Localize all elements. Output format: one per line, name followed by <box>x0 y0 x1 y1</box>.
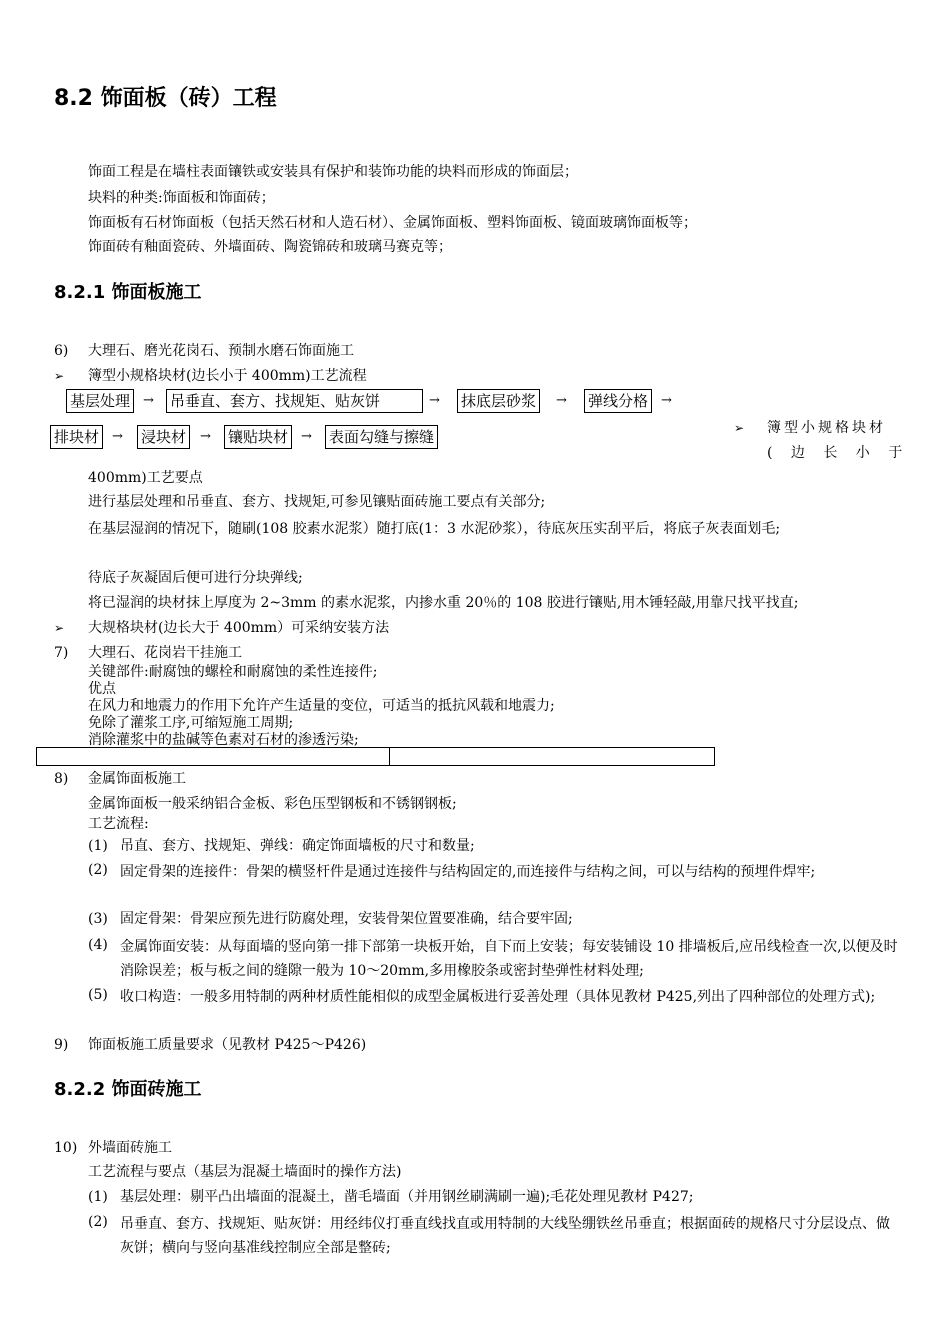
step-number: (1) <box>88 838 108 854</box>
paragraph: 待底子灰凝固后便可进行分块弹线; <box>88 570 303 586</box>
step-number: (2) <box>88 1214 108 1230</box>
step-number: (2) <box>88 862 108 878</box>
flow-box: 吊垂直、套方、找规矩、贴灰饼 <box>166 389 423 413</box>
flow-box: 抹底层砂浆 <box>457 389 540 413</box>
step-number: (1) <box>88 1189 108 1205</box>
item-text: 金属饰面板施工 <box>88 771 186 787</box>
process-heading: 工艺流程与要点（基层为混凝土墙面时的操作方法) <box>88 1164 402 1180</box>
side-note: ( 边 长 小 于 <box>767 445 903 461</box>
bullet-text: 大规格块材(边长大于 400mm）可采纳安装方法 <box>88 620 390 636</box>
arrow-right-icon: → <box>661 393 672 408</box>
intro-line: 饰面砖有釉面瓷砖、外墙面砖、陶瓷锦砖和玻璃马赛克等； <box>88 239 452 255</box>
empty-table <box>36 747 715 766</box>
arrow-right-icon: → <box>301 429 312 444</box>
step-number: (5) <box>88 987 108 1003</box>
item-number: 6) <box>54 343 69 359</box>
intro-line: 块料的种类:饰面板和饰面砖； <box>88 190 275 206</box>
process-heading: 工艺流程: <box>88 816 149 832</box>
section-heading: 8.2.1 饰面板施工 <box>54 282 202 303</box>
step-text: 固定骨架：骨架应预先进行防腐处理，安装骨架位置要准确，结合要牢固; <box>120 911 573 927</box>
paragraph: 将已湿润的块材抹上厚度为 2~3mm 的素水泥浆，内掺水重 20％的 108 胶进行镶贴,用木锤轻敲,用靠尺找平找直; <box>88 595 799 611</box>
points-heading: 400mm)工艺要点 <box>88 470 203 486</box>
arrow-right-icon: → <box>429 393 440 408</box>
item-text: 外墙面砖施工 <box>88 1140 172 1156</box>
flow-box: 基层处理 <box>66 389 134 413</box>
arrow-right-icon: → <box>200 429 211 444</box>
step-text: 吊直、套方、找规矩、弹线：确定饰面墙板的尺寸和数量; <box>120 838 475 854</box>
step-number: (3) <box>88 911 108 927</box>
item-text: 大理石、花岗岩干挂施工 <box>88 645 242 661</box>
flow-box: 表面勾缝与擦缝 <box>325 425 438 449</box>
dry-hang-line: 消除灌浆中的盐碱等色素对石材的渗透污染; <box>88 732 359 748</box>
item-text: 饰面板施工质量要求（见教材 P425～P426) <box>88 1037 367 1053</box>
arrow-right-icon: → <box>112 429 123 444</box>
dry-hang-line: 在风力和地震力的作用下允许产生适量的变位，可适当的抵抗风载和地震力; <box>88 698 555 714</box>
bullet-arrow-icon: ➢ <box>54 369 65 383</box>
step-number: (4) <box>88 937 108 953</box>
intro-line: 饰面工程是在墙柱表面镶铁或安装具有保护和装饰功能的块料而形成的饰面层； <box>88 164 578 180</box>
step-text: 吊垂直、套方、找规矩、贴灰饼：用经纬仪打垂直线找直或用特制的大线坠绷铁丝吊垂直；根据面砖的规格尺寸分层设点、做灰饼；横向与竖向基准线控制应全部是整砖; <box>120 1216 890 1256</box>
flow-box: 浸块材 <box>137 425 190 449</box>
flow-box: 镶贴块材 <box>224 425 292 449</box>
item-number: 10) <box>54 1140 78 1156</box>
step-text: 金属饰面安装：从每面墙的竖向第一排下部第一块板开始，自下而上安装；每安装铺设 10 排墙板后,应吊线检查一次,以便及时消除误差；板与板之间的缝隙一般为 10～20mm,多用橡胶条或密封垫弹性材料处理; <box>120 939 898 979</box>
item-number: 8) <box>54 771 69 787</box>
flow-box: 排块材 <box>50 425 103 449</box>
flow-box: 弹线分格 <box>584 389 652 413</box>
step-text: 固定骨架的连接件：骨架的横竖杆件是通过连接件与结构固定的,而连接件与结构之间，可以与结构的预埋件焊牢; <box>120 864 816 880</box>
bullet-arrow-icon: ➢ <box>734 421 745 435</box>
arrow-right-icon: → <box>143 393 154 408</box>
item-number: 9) <box>54 1037 69 1053</box>
bullet-text: 簿型小规格块材(边长小于 400mm)工艺流程 <box>88 368 367 384</box>
page-title: 8.2 饰面板（砖）工程 <box>54 86 277 111</box>
item-number: 7) <box>54 645 69 661</box>
dry-hang-line: 免除了灌浆工序,可缩短施工周期; <box>88 715 294 731</box>
step-text: 收口构造：一般多用特制的两种材质性能相似的成型金属板进行妥善处理（具体见教材 P425,列出了四种部位的处理方式); <box>120 989 876 1005</box>
intro-line: 饰面板有石材饰面板（包括天然石材和人造石材）、金属饰面板、塑料饰面板、镜面玻璃饰面板等； <box>88 215 697 231</box>
arrow-right-icon: → <box>556 393 567 408</box>
paragraph: 进行基层处理和吊垂直、套方、找规矩,可参见镶贴面砖施工要点有关部分; <box>88 494 546 510</box>
table-divider <box>389 748 390 765</box>
section-heading: 8.2.2 饰面砖施工 <box>54 1079 202 1100</box>
dry-hang-line: 关键部件:耐腐蚀的螺栓和耐腐蚀的柔性连接件; <box>88 664 378 680</box>
side-note: 簿型小规格块材 <box>767 420 886 436</box>
bullet-arrow-icon: ➢ <box>54 621 65 635</box>
step-text: 基层处理：剔平凸出墙面的混凝土，凿毛墙面（并用钢丝刷满刷一遍);毛花处理见教材 P427; <box>120 1189 694 1205</box>
dry-hang-line: 优点 <box>88 681 116 697</box>
item-text: 大理石、磨光花岗石、预制水磨石饰面施工 <box>88 343 354 359</box>
paragraph: 在基层湿润的情况下，随刷(108 胶素水泥浆）随打底(1：3 水泥砂浆），待底灰压实刮平后，将底子灰表面划毛; <box>88 521 781 537</box>
paragraph: 金属饰面板一般采纳铝合金板、彩色压型钢板和不锈钢钢板; <box>88 796 457 812</box>
